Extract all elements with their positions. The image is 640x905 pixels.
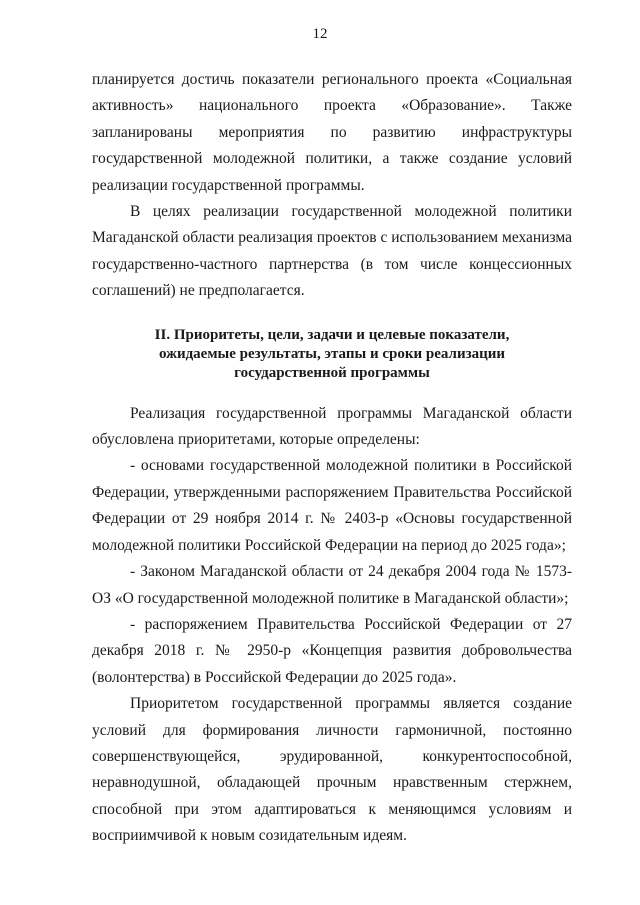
- paragraph-1: планируется достичь показатели регионального проекта «Социальная активность» национального проекта «Образование». Также запланированы мероприятия по развитию инфраструктуры государственной молодежной политики, а также создание условий реализации государственной программы.: [92, 71, 572, 194]
- list-item-law: - Законом Магаданской области от 24 декабря 2004 года № 1573-ОЗ «О государственной молодежной политике в Магаданской области»;: [92, 563, 572, 607]
- paragraph-2: В целях реализации государственной молодежной политики Магаданской области реализация проектов с использованием механизма государственно-частного партнерства (в том числе концессионных соглашений) не предполагается.: [92, 203, 572, 300]
- list-item-basics: - основами государственной молодежной политики в Российской Федерации, утвержденными распоряжением Правительства Российской Федерации от 29 ноября 2014 г. № 2403-р «Основы государственной молодежной политики Российской Федерации на период до 2025 года»;: [92, 457, 572, 554]
- heading-line-1: II. Приоритеты, цели, задачи и целевые показатели,: [154, 326, 510, 343]
- paragraph-3: Реализация государственной программы Магаданской области обусловлена приоритетами, которые определены:: [92, 404, 572, 449]
- paragraph-priority: Приоритетом государственной программы является создание условий для формирования личности гармоничной, постоянно совершенствующейся, эрудированной, конкурентоспособной, неравнодушной, обладающей прочным нравственным стержнем, способной при этом адаптироваться к меняющимся условиям и восприимчивой к новым созидательным идеям.: [92, 695, 572, 845]
- section-heading: [92, 326, 572, 383]
- heading-line-2: ожидаемые результаты, этапы и сроки реализации: [158, 345, 506, 362]
- heading-line-3: государственной программы: [234, 364, 430, 381]
- document-body: [92, 67, 572, 850]
- page-number: 12: [312, 26, 328, 42]
- list-item-order: - распоряжением Правительства Российской Федерации от 27 декабря 2018 г. № 2950-р «Концепция развития добровольчества (волонтерства) в Российской Федерации до 2025 года».: [92, 615, 572, 686]
